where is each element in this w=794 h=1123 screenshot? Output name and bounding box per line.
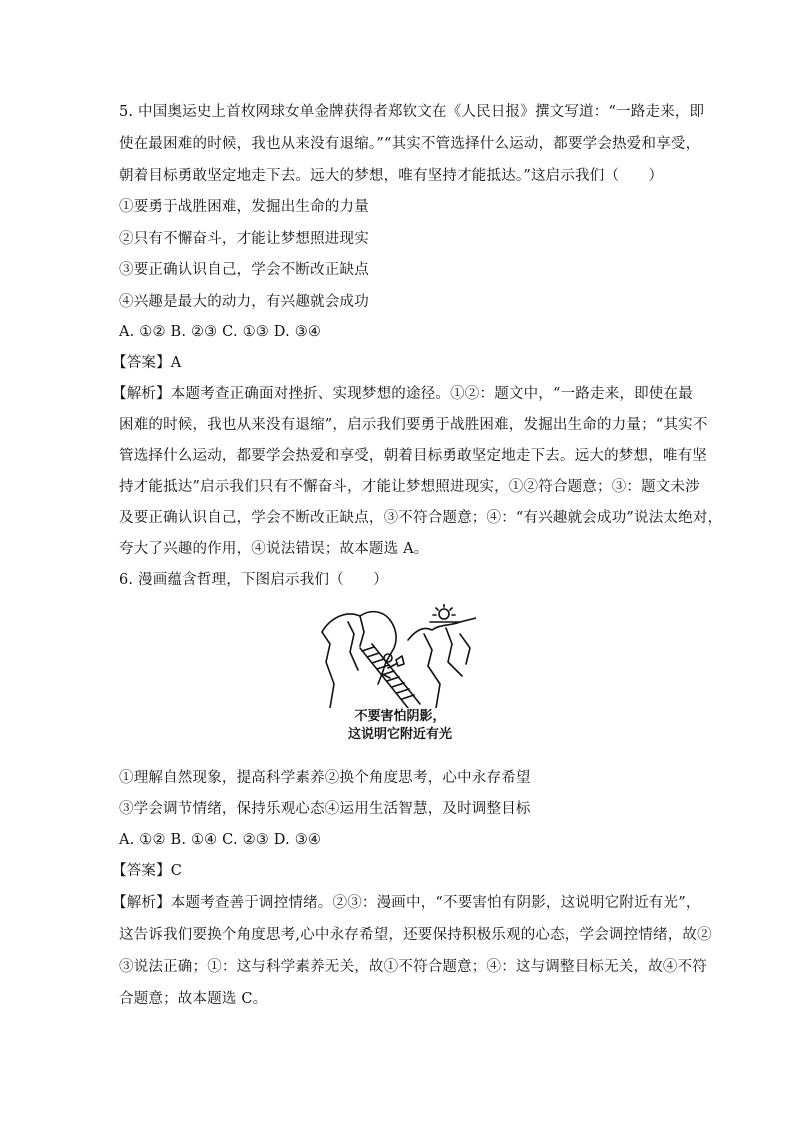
q5-analysis-line-4: 持才能抵达”启示我们只有不懈奋斗，才能让梦想照进现实，①②符合题意；③：题文未涉	[119, 479, 700, 495]
q5-option-3: ③要正确认识自己，学会不断改正缺点	[119, 262, 369, 278]
q6-choices: A. ①② B. ①④ C. ②③ D. ③④	[119, 832, 322, 848]
q6-analysis-line-1: 【解析】本题考查善于调控情绪。②③：漫画中，“不要害怕有阴影，这说明它附近有光”，	[112, 895, 701, 911]
q6-analysis-line-4: 合题意；故本题选 C。	[119, 991, 268, 1007]
q5-stem-line-1: 5. 中国奥运史上首枚网球女单金牌获得者郑钦文在《人民日报》撰文写道：“一路走来，即	[119, 104, 705, 120]
q5-option-2: ②只有不懈奋斗，才能让梦想照进现实	[119, 231, 369, 247]
q5-stem-line-3: 朝着目标勇敢坚定地走下去。远大的梦想，唯有坚持才能抵达。”这启示我们（ ）	[119, 168, 664, 184]
q6-answer: 【答案】C	[112, 863, 183, 879]
q6-options-line-1: ①理解自然现象，提高科学素养②换个角度思考，心中永存希望	[119, 770, 531, 786]
q6-options-line-2: ③学会调节情绪，保持乐观心态④运用生活智慧，及时调整目标	[119, 801, 531, 817]
q5-stem-line-2: 使在最困难的时候，我也从来没有退缩。”“其实不管选择什么运动，都要学会热爱和享受，	[119, 136, 701, 152]
q5-analysis-line-3: 管选择什么运动，都要学会热爱和享受，朝着目标勇敢坚定地走下去。远大的梦想，唯有坚	[119, 448, 707, 464]
q6-analysis-line-3: ③说法正确；①：这与科学素养无关，故①不符合题意；④：这与调整目标无关，故④不符	[119, 959, 707, 975]
cartoon-caption-line-2: 这说明它附近有光	[347, 727, 452, 742]
q5-analysis-line-6: 夸大了兴趣的作用，④说法错误；故本题选 A。	[119, 541, 429, 557]
q5-option-1: ①要勇于战胜困难，发掘出生命的力量	[119, 199, 369, 215]
q6-stem: 6. 漫画蕴含哲理，下图启示我们（ ）	[119, 572, 388, 588]
q5-analysis-line-5: 及要正确认识自己，学会不断改正缺点，③不符合题意；④：“有兴趣就会成功”说法太绝对，	[119, 510, 723, 526]
q6-analysis-line-2: 这告诉我们要换个角度思考,心中永存希望，还要保持积极乐观的心态，学会调控情绪，故②	[119, 927, 712, 943]
q5-option-4: ④兴趣是最大的动力，有兴趣就会成功	[119, 294, 369, 310]
q5-analysis-line-2: 困难的时候，我也从来没有退缩”，启示我们要勇于战胜困难，发掘出生命的力量；“其实不	[119, 417, 708, 433]
cartoon-caption-line-1: 不要害怕阴影，	[354, 709, 446, 724]
q5-answer: 【答案】A	[112, 355, 182, 371]
cartoon-drawing	[320, 604, 476, 708]
q5-choices: A. ①② B. ②③ C. ①③ D. ③④	[119, 324, 322, 340]
q5-analysis-line-1: 【解析】本题考查正确面对挫折、实现梦想的途径。①②：题文中，“一路走来，即使在最	[112, 386, 693, 402]
